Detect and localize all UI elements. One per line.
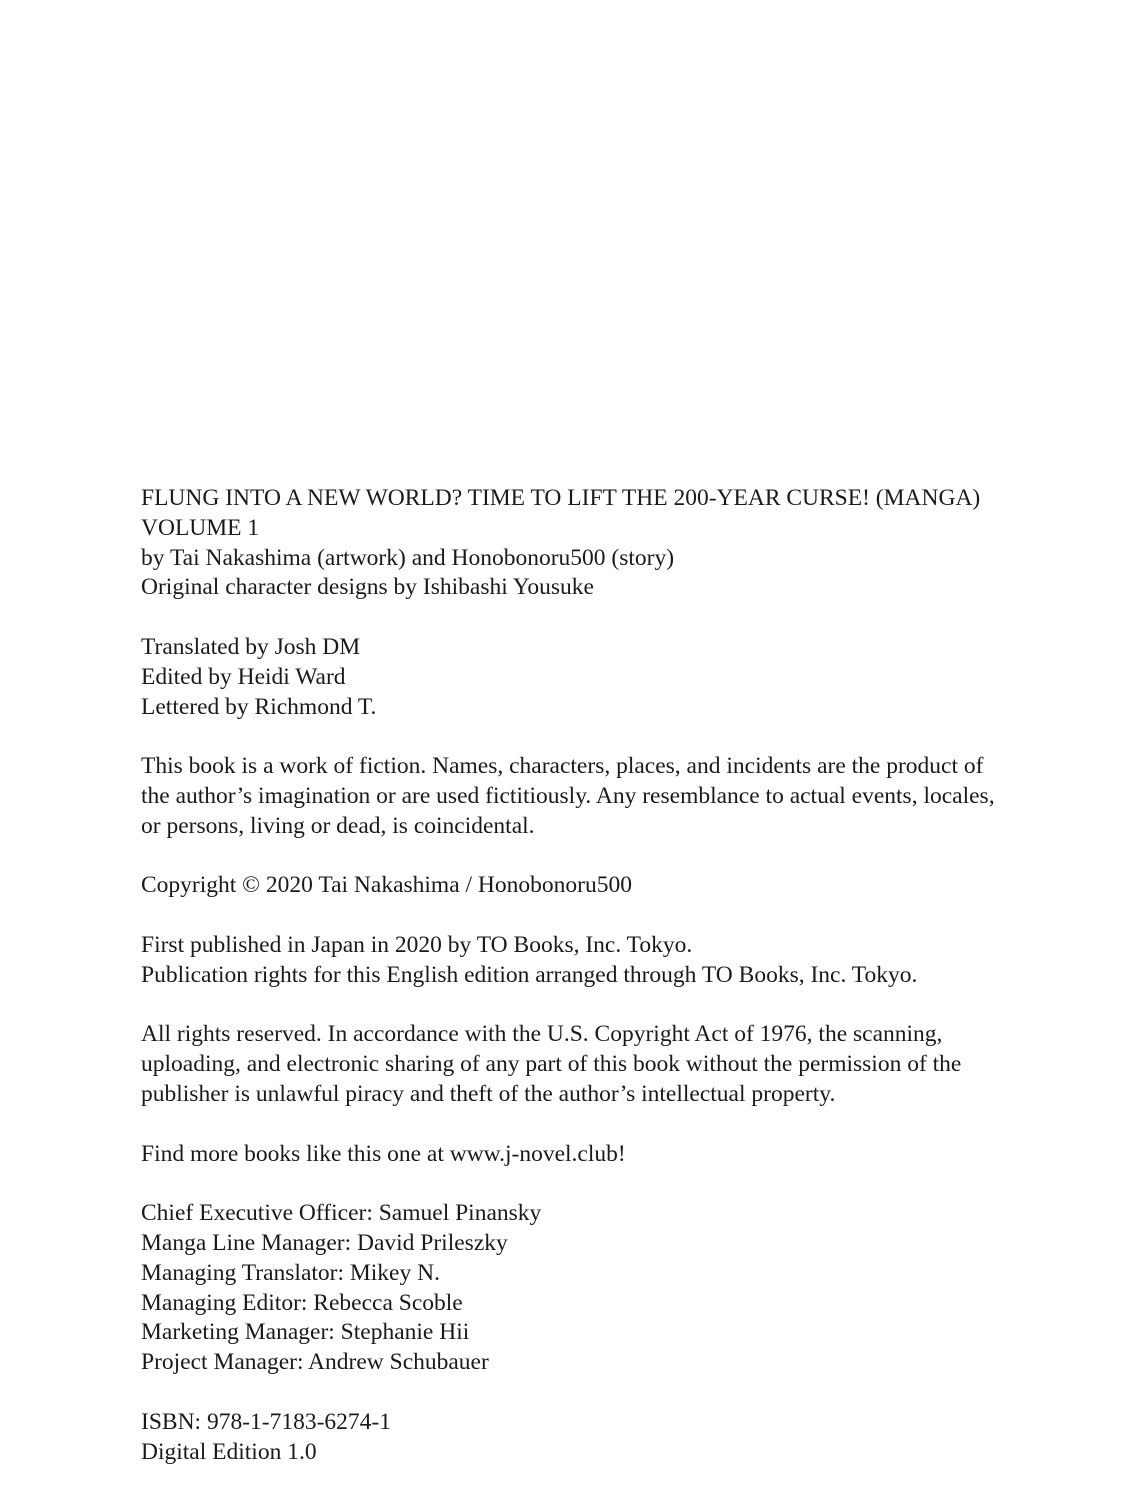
copyright-notice: Copyright © 2020 Tai Nakashima / Honobonoru500 bbox=[141, 872, 632, 899]
series-title: FLUNG INTO A NEW WORLD? TIME TO LIFT THE 200-YEAR CURSE! (MANGA) bbox=[141, 485, 981, 511]
staff-project-manager: Project Manager: Andrew Schubauer bbox=[141, 1349, 489, 1376]
staff-block bbox=[141, 1199, 1081, 1378]
rights-line: uploading, and electronic sharing of any part of this book without the permission of the bbox=[141, 1051, 962, 1078]
publication-rights-line: Publication rights for this English edition arranged through TO Books, Inc. Tokyo. bbox=[141, 961, 918, 988]
copyright-block bbox=[141, 871, 1081, 901]
editor-credit: Edited by Heidi Ward bbox=[141, 663, 346, 690]
staff-ceo: Chief Executive Officer: Samuel Pinansky bbox=[141, 1200, 542, 1227]
publication-block bbox=[141, 931, 1081, 991]
first-published-line: First published in Japan in 2020 by TO Books, Inc. Tokyo. bbox=[141, 931, 693, 958]
staff-managing-editor: Managing Editor: Rebecca Scoble bbox=[141, 1289, 463, 1316]
rights-block bbox=[141, 1020, 1081, 1109]
translator-credit: Translated by Josh DM bbox=[141, 633, 361, 660]
title-block bbox=[141, 484, 1081, 603]
disclaimer-block bbox=[141, 752, 1081, 841]
staff-manga-line-manager: Manga Line Manager: David Prileszky bbox=[141, 1229, 508, 1256]
disclaimer-line: the author’s imagination or are used fictitiously. Any resemblance to actual events, locales, bbox=[141, 782, 995, 809]
rights-line: All rights reserved. In accordance with the U.S. Copyright Act of 1976, the scanning, bbox=[141, 1021, 943, 1048]
staff-marketing-manager: Marketing Manager: Stephanie Hii bbox=[141, 1319, 470, 1346]
disclaimer-line: or persons, living or dead, is coincidental. bbox=[141, 812, 535, 839]
digital-edition-line: Digital Edition 1.0 bbox=[141, 1438, 317, 1465]
volume-number: VOLUME 1 bbox=[141, 514, 260, 541]
letterer-credit: Lettered by Richmond T. bbox=[141, 693, 377, 720]
website-line: Find more books like this one at www.j-novel.club! bbox=[141, 1140, 626, 1167]
edition-block bbox=[141, 1408, 1081, 1468]
isbn-line: ISBN: 978-1-7183-6274-1 bbox=[141, 1408, 391, 1435]
byline: by Tai Nakashima (artwork) and Honobonoru500 (story) bbox=[141, 544, 675, 571]
website-block bbox=[141, 1140, 1081, 1170]
staff-managing-translator: Managing Translator: Mikey N. bbox=[141, 1259, 440, 1286]
copyright-page bbox=[141, 484, 1081, 1497]
disclaimer-line: This book is a work of fiction. Names, characters, places, and incidents are the product of bbox=[141, 753, 984, 780]
rights-line: publisher is unlawful piracy and theft of the author’s intellectual property. bbox=[141, 1080, 836, 1107]
character-design-credit: Original character designs by Ishibashi Yousuke bbox=[141, 574, 594, 601]
credits-block bbox=[141, 633, 1081, 722]
